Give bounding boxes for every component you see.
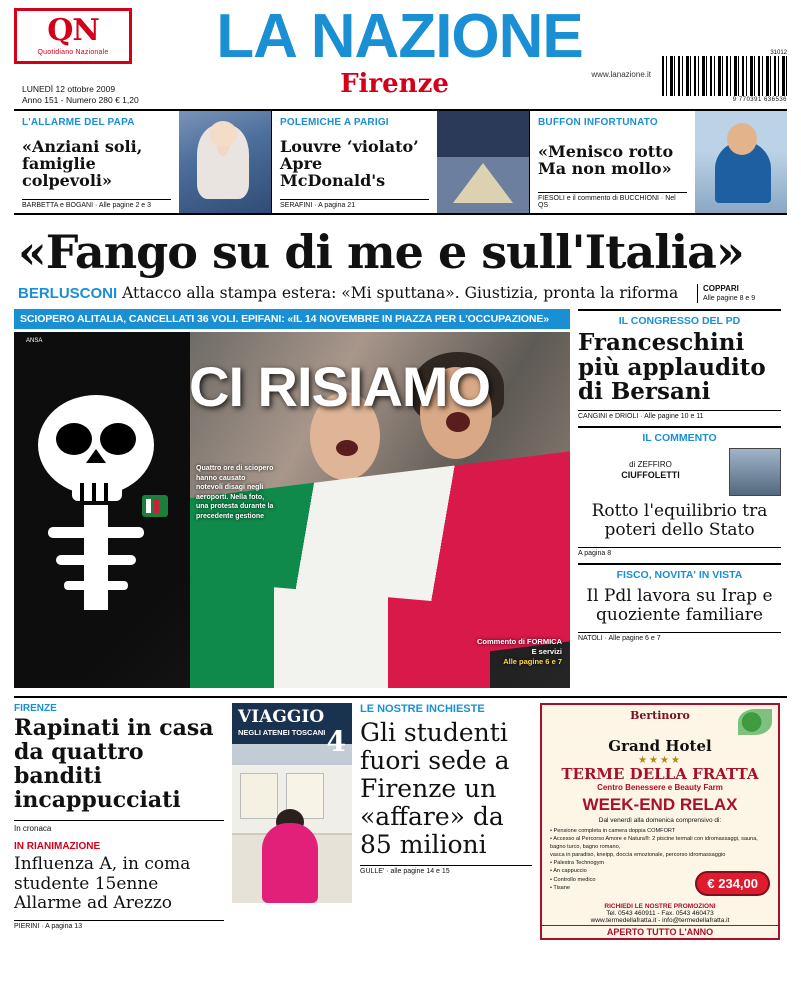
lead-subhead xyxy=(18,284,697,303)
lead-subhead-row xyxy=(18,284,783,303)
barcode-icon xyxy=(662,56,787,96)
teaser-footer: BARBETTA e BOGANI · Alle pagine 2 e 3 xyxy=(22,199,171,209)
viaggio-subtitle: NEGLI ATENEI TOSCANI xyxy=(238,728,326,738)
story-commento[interactable] xyxy=(578,426,781,557)
photo-overlay-title: CI RISIAMO xyxy=(189,355,491,419)
lead-ref-author: COPPARI xyxy=(703,283,739,293)
pope-photo xyxy=(179,111,271,213)
student-figure xyxy=(262,823,318,903)
teaser-kicker: L'ALLARME DEL PAPA xyxy=(22,117,135,128)
edition-name: Firenze xyxy=(340,68,449,99)
firenze-headline: Rapinati in casa da quattro banditi incappucciati xyxy=(14,715,214,813)
publication-date: LUNEDÌ 12 ottobre 2009 xyxy=(22,84,116,94)
story-headline: Rotto l'equilibrio tra poteri dello Stato xyxy=(591,500,768,541)
story-headline: Franceschini più applaudito di Bersani xyxy=(578,329,766,406)
ad-contact xyxy=(542,903,778,924)
photo-credit-tag: ANSA xyxy=(26,338,43,345)
lead-headline: «Fango su di me e sull'Italia» xyxy=(18,225,744,279)
teaser-buffon[interactable] xyxy=(530,111,787,213)
advertisement[interactable] xyxy=(540,703,780,940)
teaser-pope[interactable] xyxy=(14,111,272,213)
ad-item: vasca in paradiso, kneipp, doccia emozionale, percorso idromassaggio xyxy=(550,852,726,859)
ad-hotel-name: Grand Hotel xyxy=(608,737,712,756)
issue-info: Anno 151 - Numero 280 € 1,20 xyxy=(22,95,139,106)
columnist-portrait xyxy=(729,448,781,496)
teaser-headline: Louvre ‘violato’ Apre McDonald's xyxy=(280,136,419,191)
ad-star-rating: ★★★★ xyxy=(638,755,682,767)
lead-reference[interactable] xyxy=(697,284,783,303)
ad-spa-name: TERME DELLA FRATTA xyxy=(561,765,759,784)
skull-graphic xyxy=(24,387,194,627)
ad-item: • Palestra Technogym xyxy=(550,860,605,867)
teaser-headline: «Menisco rotto Ma non mollo» xyxy=(538,141,674,178)
viaggio-promo[interactable] xyxy=(232,703,352,903)
ad-web: www.termedellafratta.it - info@termedellafratta.it xyxy=(590,917,730,925)
teaser-headline: «Anziani soli, famiglie colpevoli» xyxy=(22,136,143,191)
inchieste-kicker: LE NOSTRE INCHIESTE xyxy=(360,703,485,716)
main-photo xyxy=(14,332,570,688)
notice-poster-1 xyxy=(240,773,278,819)
photo-caption: Quattro ore di sciopero hanno causato notevoli disagi negli aeroporti. Nella foto, una protesta durante la precedente gestione xyxy=(196,465,274,520)
ad-item: • An cappuccio xyxy=(550,868,587,875)
photo-credit[interactable] xyxy=(477,637,562,666)
photo-credit-line1: Commento di FORMICA xyxy=(477,637,562,647)
story-fisco[interactable] xyxy=(578,563,781,642)
leaf-icon xyxy=(738,709,772,735)
buffon-photo xyxy=(695,111,787,213)
teaser-louvre[interactable] xyxy=(272,111,530,213)
bottom-col-advert[interactable] xyxy=(540,703,780,940)
middle-section xyxy=(14,309,787,688)
lead-subhead-text: Attacco alla stampa estera: «Mi sputtana». Giustizia, pronta la riforma xyxy=(122,283,679,302)
ad-contact-title: RICHIEDI LE NOSTRE PROMOZIONI xyxy=(604,903,716,911)
viaggio-title: VIAGGIO xyxy=(238,707,325,728)
photo-credit-pages: Alle pagine 6 e 7 xyxy=(503,656,562,666)
story-footer: A pagina 8 xyxy=(578,547,781,557)
bottom-col-firenze[interactable] xyxy=(14,703,224,940)
story-kicker: IL CONGRESSO DEL PD xyxy=(618,315,741,328)
lead-brand: BERLUSCONI xyxy=(18,284,118,302)
teaser-kicker: BUFFON INFORTUNATO xyxy=(538,117,658,128)
teaser-footer: FIESOLI e il commento di BUCCHIONI · Nel QS xyxy=(538,192,687,209)
lead-ref-pages: Alle pagine 8 e 9 xyxy=(703,295,756,303)
ad-item: • Pensione completa in camera doppia COMFORT xyxy=(550,827,676,834)
story-headline: Il Pdl lavora su Irap e quoziente familiare xyxy=(586,585,773,626)
rianimazione-kicker: IN RIANIMAZIONE xyxy=(14,841,101,853)
rianimazione-headline: Influenza A, in coma studente 15enne Allarme ad Arezzo xyxy=(14,854,191,914)
ad-brand: Bertinoro xyxy=(630,709,690,723)
title-block xyxy=(132,2,657,99)
ad-price-badge: € 234,00 xyxy=(695,871,770,896)
firenze-kicker: FIRENZE xyxy=(14,703,57,715)
story-footer: NATOLI · Alle pagine 6 e 7 xyxy=(578,632,781,642)
university-photo xyxy=(232,765,352,903)
barcode-top-number: 31012 xyxy=(770,50,787,56)
commento-byline xyxy=(578,448,723,482)
louvre-pyramid-photo xyxy=(437,111,529,213)
ad-item: • Tisane xyxy=(550,884,570,891)
ad-offer-sub: Dal venerdì alla domenica comprensivo di: xyxy=(598,816,722,824)
website-url: www.lanazione.it xyxy=(591,69,651,79)
photo-credit-line2: E servizi xyxy=(531,646,562,656)
bottom-col-inchieste[interactable] xyxy=(360,703,532,940)
teaser-kicker: POLEMICHE A PARIGI xyxy=(280,117,389,128)
inchieste-headline: Gli studenti fuori sede a Firenze un «affare» da 85 milioni xyxy=(360,718,510,860)
ad-item: • Controllo medico xyxy=(550,876,596,883)
barcode-number: 9 770391 636536 xyxy=(732,97,787,103)
story-kicker: FISCO, NOVITA' IN VISTA xyxy=(616,568,743,581)
main-story-column xyxy=(14,309,570,688)
commento-byline-name: CIUFFOLETTI xyxy=(621,469,680,480)
barcode-block xyxy=(657,8,787,103)
bottom-section xyxy=(14,696,787,940)
rianimazione-footer: PIERINI · A pagina 13 xyxy=(14,920,224,930)
inchieste-footer: GULLE' · alle pagine 14 e 15 xyxy=(360,865,532,875)
ad-item: • Accesso al Percorso Amore e Natura®: 2 piscine termali con idromassaggi, sauna, bagno turco, bagno romano, xyxy=(550,836,758,851)
story-footer: CANGINI e DRIOLI · Alle pagine 10 e 11 xyxy=(578,410,781,420)
qn-logo-text: QN xyxy=(47,13,99,48)
qn-logo-subtitle: Quotidiano Nazionale xyxy=(37,49,109,56)
teaser-footer: SERAFINI · A pagina 21 xyxy=(280,199,429,209)
ad-offer-title: WEEK-END RELAX xyxy=(582,794,738,814)
strike-banner: SCIOPERO ALITALIA, CANCELLATI 36 VOLI. EPIFANI: «IL 14 NOVEMBRE IN PIAZZA PER L'OCCUPAZIONE» xyxy=(14,309,570,329)
commento-byline-row xyxy=(578,448,781,496)
story-kicker: IL COMMENTO xyxy=(642,431,717,444)
viaggio-number: 4 xyxy=(326,725,346,759)
commento-byline-pre: di ZEFFIRO xyxy=(629,459,672,469)
ad-top-row xyxy=(548,709,772,735)
qn-logo xyxy=(14,8,132,64)
firenze-note: In cronaca xyxy=(14,820,224,833)
bottom-col-viaggio[interactable] xyxy=(232,703,352,940)
newspaper-title: LA NAZIONE xyxy=(216,2,583,71)
top-teaser-strip xyxy=(14,109,787,215)
dateline xyxy=(22,84,139,107)
ad-open-banner: APERTO TUTTO L'ANNO xyxy=(542,925,778,938)
right-column xyxy=(578,309,781,688)
ad-centre-desc: Centro Benessere e Beauty Farm xyxy=(597,782,723,792)
story-pd-congress[interactable] xyxy=(578,309,781,419)
ad-phone: Tel. 0543 460911 - Fax. 0543 460473 xyxy=(606,910,714,918)
